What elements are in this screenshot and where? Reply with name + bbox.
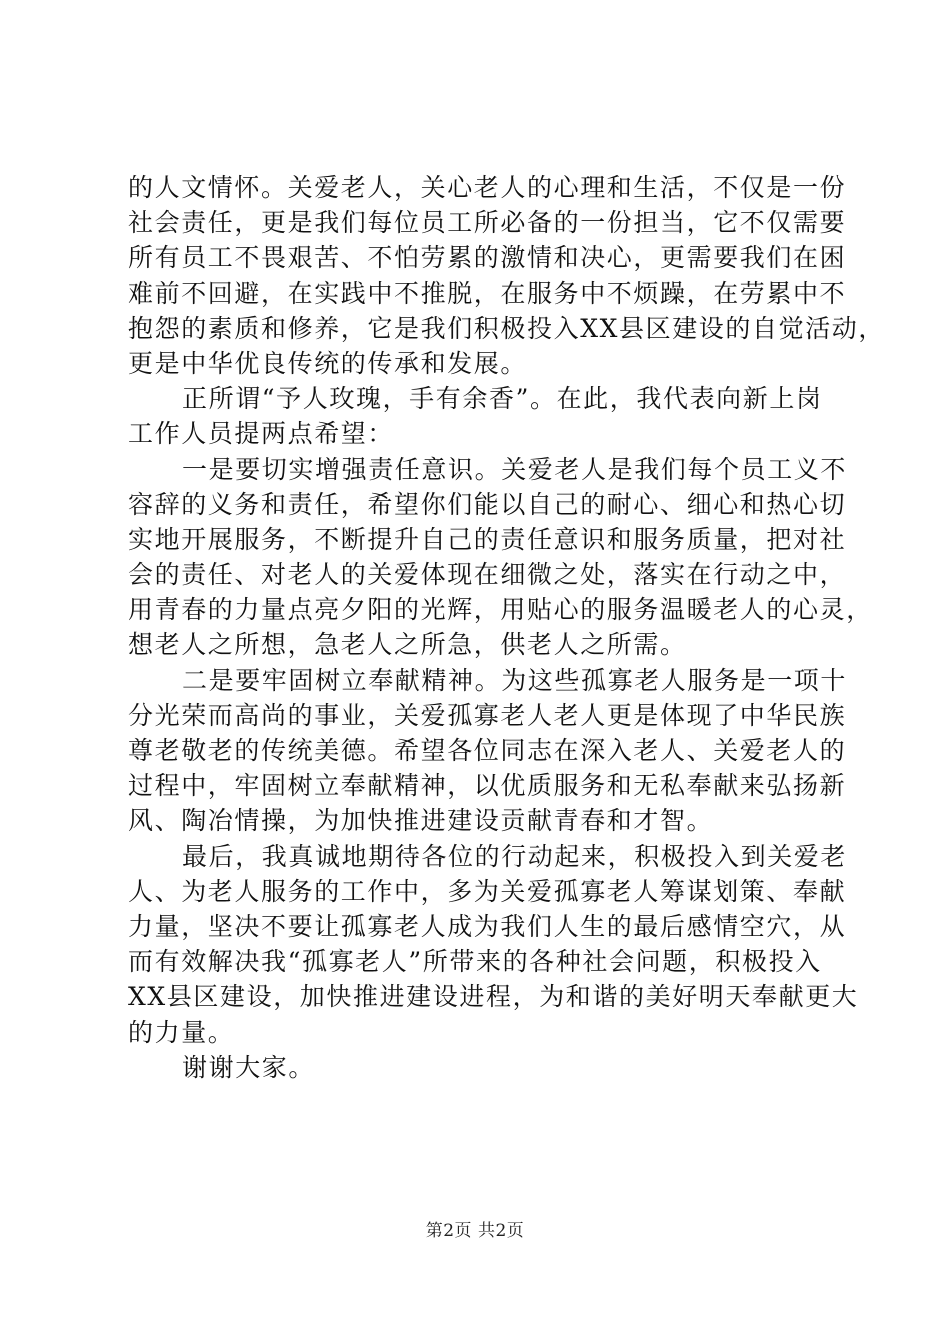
text-line: 一是要切实增强责任意识。关爱老人是我们每个员工义不 bbox=[182, 454, 848, 484]
text-line: 分光荣而高尚的事业，关爱孤寡老人老人更是体现了中华民族 bbox=[128, 700, 847, 730]
text-line: 工作人员提两点希望： bbox=[128, 419, 395, 449]
text-line: 会的责任、对老人的关爱体现在细微之处，落实在行动之中， bbox=[128, 560, 847, 590]
page-number-footer: 第2页 共2页 bbox=[425, 1221, 525, 1241]
text-line: 力量，坚决不要让孤寡老人成为我们人生的最后感情空穴，从 bbox=[128, 911, 847, 941]
text-line: 抱怨的素质和修养，它是我们积极投入XX县区建设的自觉活动， bbox=[128, 313, 885, 343]
text-line: 想老人之所想，急老人之所急，供老人之所需。 bbox=[128, 630, 687, 660]
text-line: 的人文情怀。关爱老人，关心老人的心理和生活，不仅是一份 bbox=[128, 173, 847, 202]
document-body bbox=[128, 170, 885, 1085]
text-line: 二是要牢固树立奉献精神。为这些孤寡老人服务是一项十 bbox=[182, 665, 848, 695]
text-line: 社会责任，更是我们每位员工所必备的一份担当，它不仅需要 bbox=[128, 208, 847, 238]
text-line: 过程中，牢固树立奉献精神，以优质服务和无私奉献来弘扬新 bbox=[128, 771, 847, 801]
text-line: 更是中华优良传统的传承和发展。 bbox=[128, 348, 528, 378]
text-line: 风、陶冶情操，为加快推进建设贡献青春和才智。 bbox=[128, 806, 714, 836]
text-line: 所有员工不畏艰苦、不怕劳累的激情和决心，更需要我们在困 bbox=[128, 243, 847, 273]
text-line: 的力量。 bbox=[128, 1017, 235, 1047]
text-line: 正所谓“予人玫瑰，手有余香”。在此，我代表向新上岗 bbox=[182, 384, 823, 414]
text-line: 难前不回避，在实践中不推脱，在服务中不烦躁，在劳累中不 bbox=[128, 278, 847, 308]
text-line: 用青春的力量点亮夕阳的光辉，用贴心的服务温暖老人的心灵， bbox=[128, 595, 873, 625]
text-line: 尊老敬老的传统美德。希望各位同志在深入老人、关爱老人的 bbox=[128, 736, 847, 765]
text-line: 容辞的义务和责任，希望你们能以自己的耐心、细心和热心切 bbox=[128, 489, 847, 519]
text-line: 而有效解决我“孤寡老人”所带来的各种社会问题，积极投入 bbox=[128, 947, 822, 977]
text-line: 实地开展服务，不断提升自己的责任意识和服务质量，把对社 bbox=[128, 524, 847, 554]
text-line: 最后，我真诚地期待各位的行动起来，积极投入到关爱老 bbox=[182, 841, 848, 871]
text-line: 人、为老人服务的工作中，多为关爱孤寡老人筹谋划策、奉献 bbox=[128, 876, 847, 906]
text-line: 谢谢大家。 bbox=[182, 1052, 316, 1082]
text-line: XX县区建设，加快推进建设进程，为和谐的美好明天奉献更大 bbox=[128, 982, 859, 1012]
